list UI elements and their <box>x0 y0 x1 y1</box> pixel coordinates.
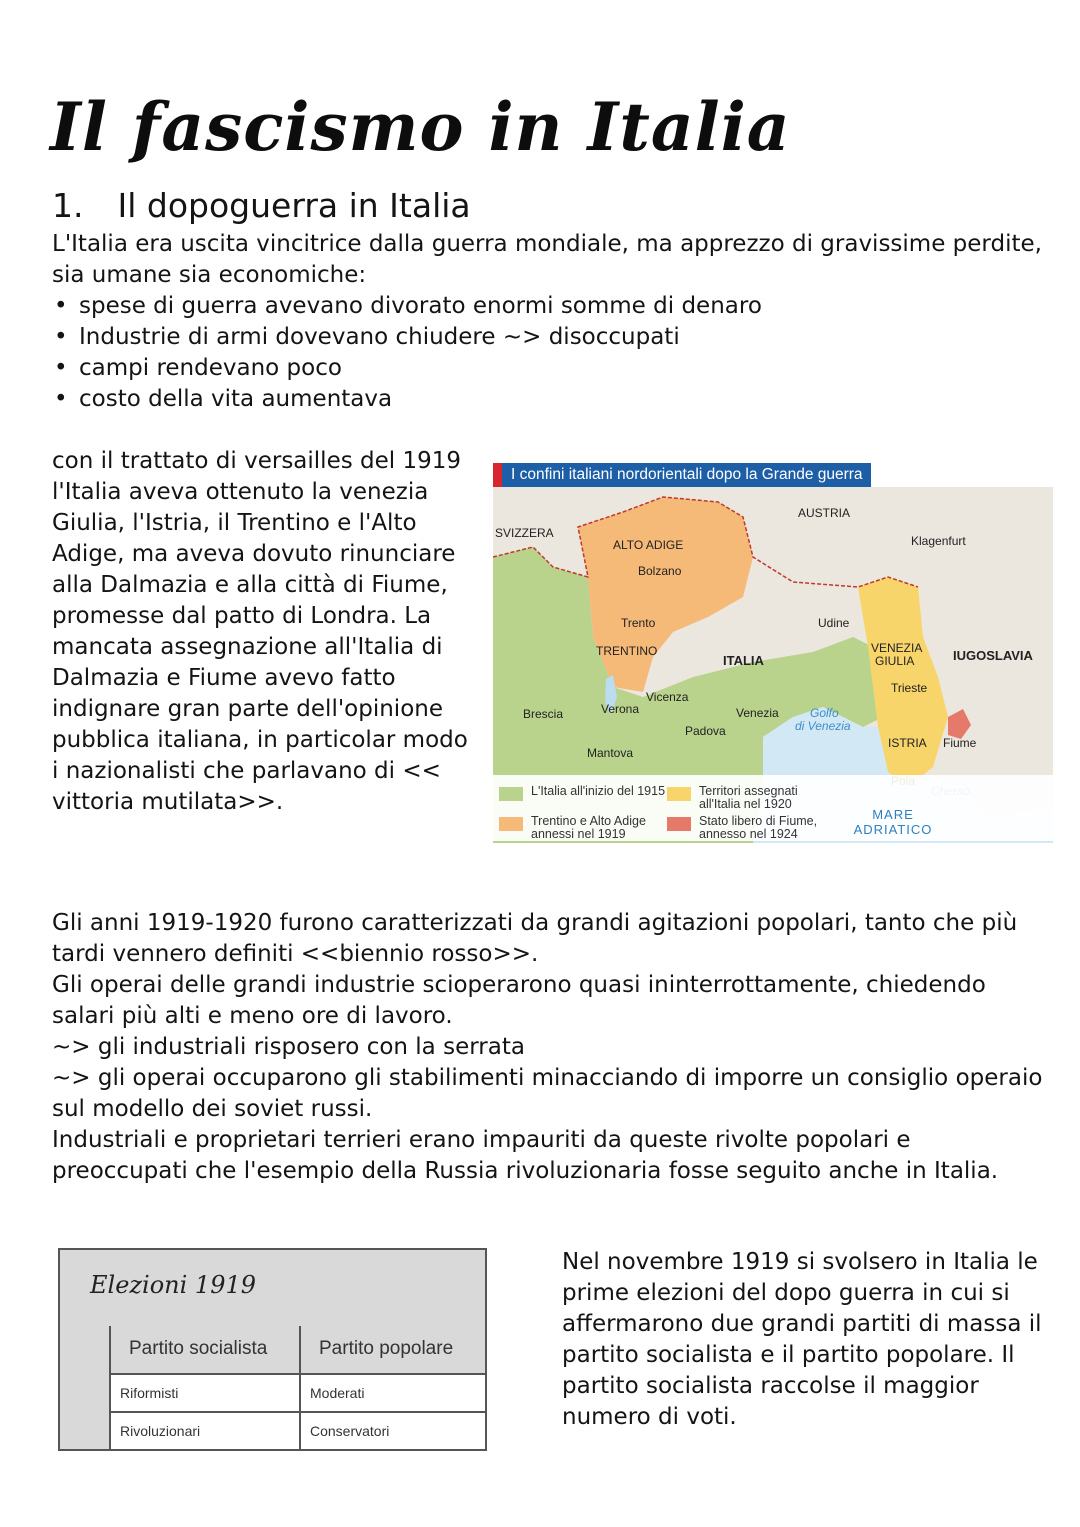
legend-swatch <box>667 787 691 801</box>
label-fiume: Fiume <box>943 736 977 750</box>
table-side-cell <box>60 1326 111 1375</box>
label-italia: ITALIA <box>723 653 764 668</box>
section-heading <box>52 186 471 225</box>
biennio-rosso-section <box>52 908 1052 1187</box>
label-svizzera: SVIZZERA <box>495 526 554 540</box>
list-item: • spese di guerra avevano divorato enormi somme di denaro <box>52 291 762 322</box>
map-figure <box>493 463 1053 843</box>
paragraph: ~> gli industriali risposero con la serrata <box>52 1034 525 1060</box>
column-header: Partito popolare <box>301 1326 485 1375</box>
label-alto-adige: ALTO ADIGE <box>613 538 684 552</box>
label-vicenza: Vicenza <box>646 690 689 704</box>
paragraph: Gli anni 1919-1920 furono caratterizzati da grandi agitazioni popolari, tanto che più tardi vennero definiti <<biennio rosso>>. <box>52 910 1018 967</box>
table-header <box>60 1250 485 1328</box>
label-istria: ISTRIA <box>888 736 927 750</box>
label-austria: AUSTRIA <box>798 506 851 520</box>
legend-text: Stato libero di Fiume, annesso nel 1924 <box>699 814 818 841</box>
table-title: Elezioni 1919 <box>90 1271 257 1299</box>
paragraph: Gli operai delle grandi industrie scioperarono quasi ininterrottamente, chiedendo salari più alti e meno ore di lavoro. <box>52 972 986 1029</box>
section-number: 1. <box>52 186 84 225</box>
list-item: • Industrie di armi dovevano chiudere ~> disoccupati <box>52 322 762 353</box>
label-padova: Padova <box>685 724 726 738</box>
label-golfo-2: di Venezia <box>795 719 851 733</box>
legend-text: Territori assegnati all'Italia nel 1920 <box>699 784 798 811</box>
label-klagenfurt: Klagenfurt <box>911 534 966 548</box>
legend-swatch <box>667 817 691 831</box>
label-venezia-giulia-2: GIULIA <box>875 654 915 668</box>
list-item: • costo della vita aumentava <box>52 384 762 415</box>
novembre-paragraph: Nel novembre 1919 si svolsero in Italia le prime elezioni del dopo guerra in cui si affermarono due grandi partiti di massa il partito socialista e il partito popolare. Il partito socialista raccolse il maggior numero di voti. <box>562 1249 1042 1430</box>
label-venezia: Venezia <box>736 706 779 720</box>
intro-paragraph: L'Italia era uscita vincitrice dalla guerra mondiale, ma apprezzo di gravissime perdite, sia umane sia economiche: <box>52 231 1042 288</box>
table-cell: Moderati <box>301 1375 485 1413</box>
label-mare-2: ADRIATICO <box>853 822 933 837</box>
label-mantova: Mantova <box>587 746 634 760</box>
versailles-paragraph: con il trattato di versailles del 1919 l'Italia aveva ottenuto la venezia Giulia, l'Istria, il Trentino e l'Alto Adige, ma aveva dovuto rinunciare alla Dalmazia e alla città di Fiume, promesse dal patto di Londra. La mancata assegnazione all'Italia di Dalmazia e Fiume avevo fatto indignare gran parte dell'opinione pubblica italiana, in particolar modo i nazionalisti che parlavano di << vittoria mutilata>>. <box>52 448 468 815</box>
paragraph: Industriali e proprietari terrieri erano impauriti da queste rivolte popolari e preoccupati che l'esempio della Russia rivoluzionaria fosse seguito anche in Italia. <box>52 1127 999 1184</box>
label-venezia-giulia-1: VENEZIA <box>871 641 923 655</box>
label-udine: Udine <box>818 616 850 630</box>
label-verona: Verona <box>601 702 640 716</box>
label-mare-1: MARE <box>872 807 914 822</box>
label-brescia: Brescia <box>523 707 564 721</box>
legend-text: L'Italia all'inizio del 1915 <box>531 784 666 798</box>
bullet-list <box>52 291 762 415</box>
table-cell: Rivoluzionari <box>111 1413 301 1449</box>
table-side-cell <box>60 1375 111 1449</box>
page-title: Il fascismo in Italia <box>50 88 791 166</box>
table-cell: Conservatori <box>301 1413 485 1449</box>
label-trentino: TRENTINO <box>596 644 658 658</box>
table-cell: Riformisti <box>111 1375 301 1413</box>
list-item: • campi rendevano poco <box>52 353 762 384</box>
legend-swatch <box>499 787 523 801</box>
elections-table <box>58 1248 487 1451</box>
paragraph: ~> gli operai occuparono gli stabilimenti minacciando di imporre un consiglio operaio sul modello dei soviet russi. <box>52 1065 1043 1122</box>
legend-text: Trentino e Alto Adige annessi nel 1919 <box>531 814 646 841</box>
label-bolzano: Bolzano <box>638 564 682 578</box>
map-legend <box>493 775 1053 841</box>
label-iugoslavia: IUGOSLAVIA <box>953 648 1033 663</box>
map-caption: I confini italiani nordorientali dopo la Grande guerra <box>493 463 871 487</box>
column-header: Partito socialista <box>111 1326 301 1375</box>
legend-swatch <box>499 817 523 831</box>
label-golfo-1: Golfo <box>810 706 839 720</box>
label-mare-adriatico <box>853 807 933 837</box>
section-title: Il dopoguerra in Italia <box>117 186 471 225</box>
label-trieste: Trieste <box>891 681 928 695</box>
label-trento: Trento <box>621 616 656 630</box>
